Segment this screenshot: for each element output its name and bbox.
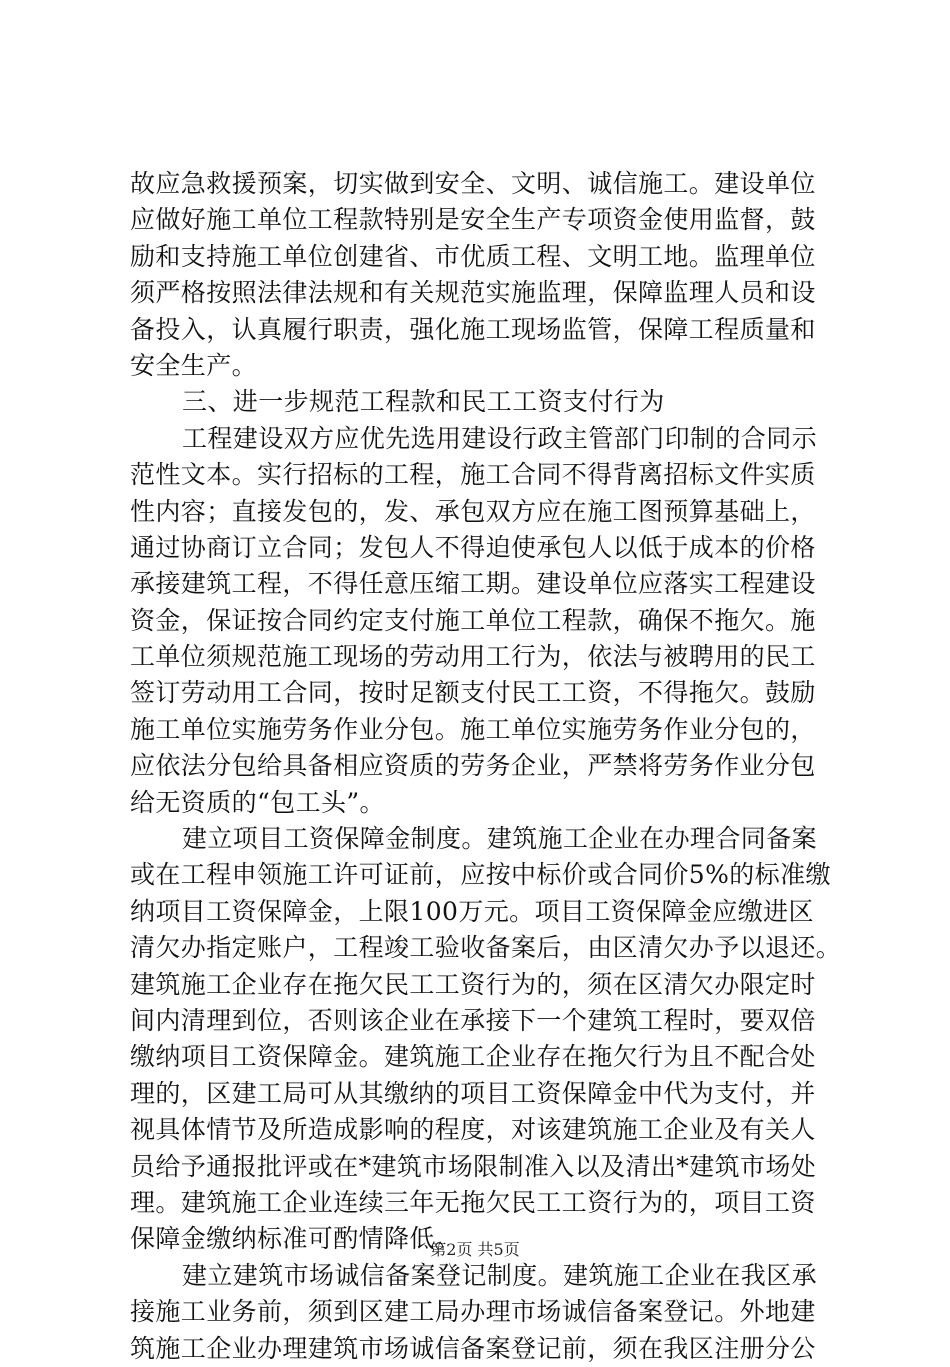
- text-line: 通过协商订立合同；发包人不得迫使承包人以低于成本的价格: [130, 532, 816, 562]
- text-line: 建立项目工资保障金制度。建筑施工企业在办理合同备案: [182, 824, 818, 854]
- text-line: 备投入，认真履行职责，强化施工现场监管，保障工程质量和: [130, 314, 816, 344]
- text-line: 理。建筑施工企业连续三年无拖欠民工工资行为的，项目工资: [130, 1187, 816, 1217]
- text-line: 签订劳动用工合同，按时足额支付民工工资，不得拖欠。鼓励: [130, 678, 816, 708]
- text-line: 范性文本。实行招标的工程，施工合同不得背离招标文件实质: [130, 460, 816, 490]
- text-line: 缴纳项目工资保障金。建筑施工企业存在拖欠行为且不配合处: [130, 1042, 816, 1072]
- text-line: 理的，区建工局可从其缴纳的项目工资保障金中代为支付，并: [130, 1078, 816, 1108]
- document-body: [130, 166, 842, 1367]
- text-line: 资金，保证按合同约定支付施工单位工程款，确保不拖欠。施: [130, 605, 816, 635]
- text-line: 工单位须规范施工现场的劳动用工行为，依法与被聘用的民工: [130, 642, 816, 672]
- text-line: 建立建筑市场诚信备案登记制度。建筑施工企业在我区承: [182, 1260, 818, 1290]
- text-line: 施工单位实施劳务作业分包。施工单位实施劳务作业分包的，: [130, 714, 816, 744]
- section-heading: 三、进一步规范工程款和民工工资支付行为: [182, 387, 665, 417]
- page-number-footer: 第2页 共5页: [430, 1240, 520, 1259]
- text-line: 励和支持施工单位创建省、市优质工程、文明工地。监理单位: [130, 241, 816, 271]
- text-line: 视具体情节及所造成影响的程度，对该建筑施工企业及有关人: [130, 1115, 816, 1145]
- text-line: 工程建设双方应优先选用建设行政主管部门印制的合同示: [182, 423, 818, 453]
- text-line: 筑施工企业办理建筑市场诚信备案登记前，须在我区注册分公: [130, 1333, 816, 1363]
- text-line: 安全生产。: [130, 350, 258, 380]
- text-line: 给无资质的“包工头”。: [130, 787, 385, 817]
- text-line: 接施工业务前，须到区建工局办理市场诚信备案登记。外地建: [130, 1297, 816, 1327]
- text-line: 故应急救援预案，切实做到安全、文明、诚信施工。建设单位: [130, 169, 816, 198]
- text-line: 或在工程申领施工许可证前，应按中标价或合同价5%的标准缴: [130, 860, 831, 890]
- text-line: 清欠办指定账户，工程竣工验收备案后，由区清欠办予以退还。: [130, 933, 842, 963]
- text-line: 员给予通报批评或在*建筑市场限制准入以及清出*建筑市场处: [130, 1151, 817, 1181]
- text-line: 性内容；直接发包的，发、承包双方应在施工图预算基础上，: [130, 496, 816, 526]
- text-line: 纳项目工资保障金，上限100万元。项目工资保障金应缴进区: [130, 896, 814, 926]
- text-line: 应做好施工单位工程款特别是安全生产专项资金使用监督，鼓: [130, 205, 816, 235]
- text-line: 须严格按照法律法规和有关规范实施监理，保障监理人员和设: [130, 278, 816, 308]
- text-line: 间内清理到位，否则该企业在承接下一个建筑工程时，要双倍: [130, 1005, 816, 1035]
- text-line: 承接建筑工程，不得任意压缩工期。建设单位应落实工程建设: [130, 569, 816, 599]
- text-line: 应依法分包给具备相应资质的劳务企业，严禁将劳务作业分包: [130, 751, 816, 781]
- text-line: 建筑施工企业存在拖欠民工工资行为的，须在区清欠办限定时: [130, 969, 816, 999]
- text-line: 保障金缴纳标准可酌情降低。: [130, 1224, 461, 1254]
